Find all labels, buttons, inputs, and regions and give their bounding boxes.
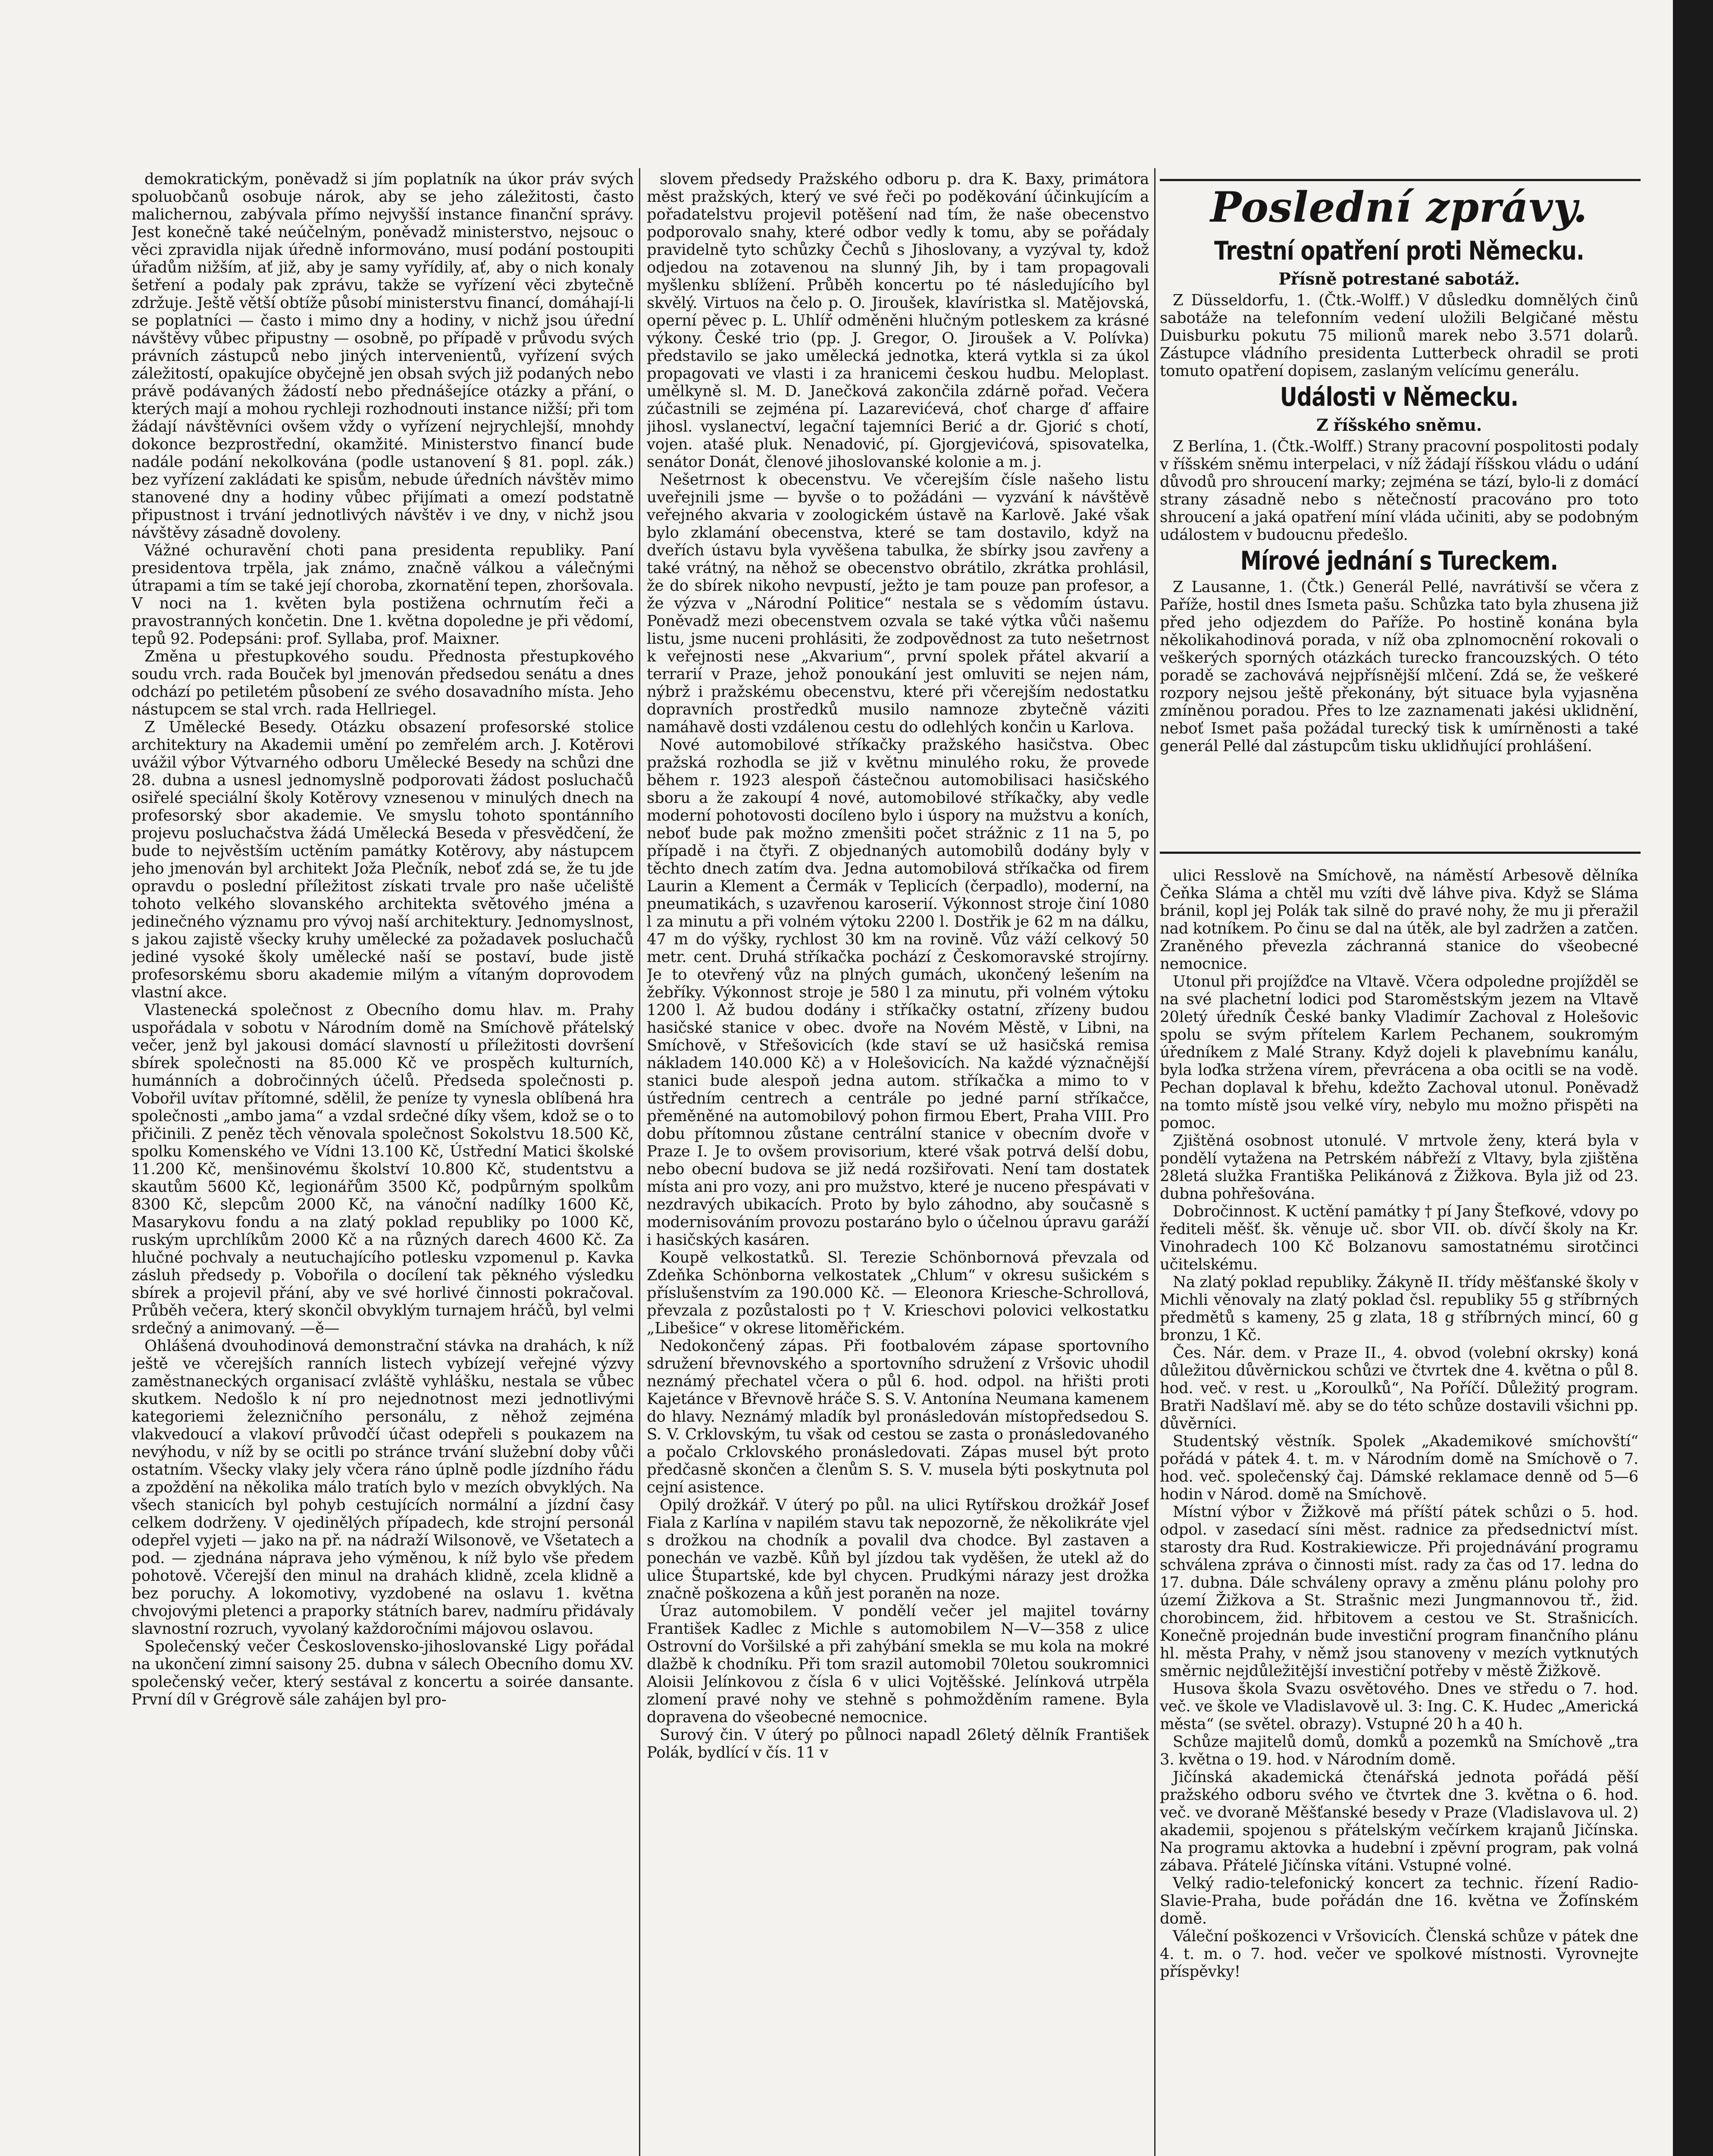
article-radio-concert: Velký radio-telefonický koncert za technic. řízení Radio-Slavie-Praha, bude pořádán dne 16. května ve Žofínském domě. [1160,1874,1638,1927]
article-hus-school: Husova škola Svazu osvětového. Dnes ve středu o 7. hod. več. ve škole ve Vladislavově ul. 3: Ing. C. K. Hudec „Americká města“ (se světel. obrazy). Vstupné 20 h a 40 h. [1160,1680,1638,1733]
article-estate-purchase: Koupě velkostatků. Sl. Terezie Schönbornová převzala od Zdeňka Schönborna velkostatek „Chlum“ v okresu sušickém s příslušenstvím za 190.000 Kč. — Eleonora Kriesche-Schrollová, převzala z pozůstalosti po † V. Krieschovi polovici velkostatku „Libešice“ v okrese litoměřickém. [647,1249,1149,1337]
article-drunk-coachman: Opilý drožkář. V úterý po půl. na ulici Rytířskou drožkář Josef Fiala z Karlína v napilém stavu tak nepozorně, že několikráte vjel s drožkou na chodník a povalil dva chodce. Byl zastaven a ponechán ve vazbě. Kůň byl jízdou tak vyděšen, že utekl až do ulice Štupartské, kde byl chycen. Prudkými nárazy jest drožka značně poškozena a kůň jest poraněn na noze. [647,1496,1149,1602]
column-divider-2 [1154,168,1156,2156]
article-ligy-evening: Společenský večer Československo-jihoslovanské Ligy pořádal na ukončení zimní saisony 25. dubna v sálech Obecního domu XV. společenský večer, který sestával z koncertu a soirée dansante. První díl v Grégrově sále zahájen byl pro- [132,1638,634,1708]
latest-news-box [1160,181,1638,845]
latest-news-bottom-rule [1160,852,1641,854]
subheadline-sabotage: Přísně potrestané sabotáž. [1278,269,1520,288]
article-president-wife: Vážné ochuravění choti pana presidenta republiky. Paní presidentova trpěla, jak známo, značně válkou a válečnými útrapami a tím se také její choroba, zkornatění tepen, zhoršovala. V noci na 1. květen byla postižena ochrnutím řeči a pravostranných končetin. Dne 1. května dopoledne je při vědomí, tepů 92. Podepsáni: prof. Syllaba, prof. Maixner. [132,542,634,648]
article-umelecka-beseda: Z Umělecké Besedy. Otázku obsazení profesorské stolice architektury na Akademii umění po zemřelém arch. J. Kotěrovi uvážil výbor Výtvarného odboru Umělecké Besedy na schůzi dne 28. dubna a usnesl jednomyslně podporovati žádost posluchačů osiřelé speciální školy Kotěrovy vznesenou v minulých dnech na profesorský sbor akademie. Ve smyslu tohoto spontánního projevu posluchačstva žádá Umělecká Beseda v přesvědčení, že bude to nejvěstším uctěním památky Kotěrovy, aby nástupcem jeho jmenován byl architekt Joža Plečník, neboť zdá se, že tu jde opravdu o poslední příležitost získati trvale pro naše učeliště tohoto velkého slovanského architekta světového jména a jedinečného významu pro vývoj naší architektury. Jednomyslnost, s jakou zajistě všecky kruhy umělecké za požadavek posluchačů jediné vysoké školy umělecké naší se postaví, bude jistě profesorskému sboru akademie milým a vítaným doprovodem vlastní akce. [132,718,634,1001]
article-akvarium: Nešetrnost k obecenstvu. Ve včerejším čísle našeho listu uveřejnili jsme — byvše o to požádáni — vyzvání k návštěvě veřejného akvaria v zoologickém ústavě na Karlově. Jaké však bylo zklamání obecenstva, které se tam dostavilo, když na dveřích ústavu byla vyvěšena tabulka, že sbírky jsou zavřeny a také vrátný, na něhož se obecenstvo obrátilo, zkrátka prohlásil, že do sbírek nikoho nevpustí, ježto je tam pouze pan profesor, a že výzva v „Národní Politice“ nestala se s vědomím ústavu. Poněvadž mezi obecenstvem ozvala se také výtka vůči našemu listu, jsme nuceni prohlásiti, že zodpovědnost za tuto nešetrnost k veřejnosti nese „Akvarium“, první spolek přátel akvarií a terrarií v Praze, jehož ponoukání jest omluviti se nejen nám, nýbrž i pražskému obecenstvu, které při včerejším nedostatku dopravních prostředků musilo namnoze zbytečně váziti namáhavě dosti vzdálenou cestu do odlehlých končin u Karlova. [647,471,1149,736]
article-zizkov-committee: Místní výbor v Žižkově má příští pátek schůzi o 5. hod. odpol. v zasedací síni měst. radnice za předsednictví míst. starosty dra Rud. Kostrakiewicze. Při projednávání programu schválena zpráva o činnosti míst. rady za čas od 17. ledna do 17. dubna. Dále schváleny opravy a změnu plánu polohy pro území Žižkova a St. Strašnic mezi Jungmannovou tř., žid. chorobincem, žid. hřbitovem a cestou ve St. Strašnicích. Konečně projednán bude investiční program finančního plánu hl. města Prahy, v němž jsou stanoveny v mezích vytknutých směrnic nejdůležitější investiční potřeby v městě Žižkově. [1160,1503,1638,1680]
article-railway-strike: Ohlášená dvouhodinová demonstrační stávka na drahách, k níž ještě ve včerejších ranních listech vybízejí veřejné výzvy zaměstnaneckých organisací zvláště vyhlášku, nestala se vůbec skutkem. Nedošlo k ní pro nejednotnost mezi jednotlivými kategoriemi železničního personálu, z něhož zejména vlakvedoucí a vlakoví průvodčí účast odepřeli s poukazem na nevýhodu, v níž by se ocitli po stránce trvání služební doby vůči ostatním. Všecky vlaky jely včera ráno úplně podle jízdního řádu a zpoždění na několika málo tratích bylo v mezích obvyklých. Na všech stanicích byl pohyb cestujících normální a jízdní časy celkem dodrženy. V ojedinělých případech, kde strojní personál odepřel vyjeti — jako na př. na nádraží Wilsonově, ve Všetatech a pod. — zjednána náprava jeho výměnou, k níž bylo vše předem pohotově. Včerejší den minul na drahách klidně, zcela klidně a bez poruchy. A lokomotivy, vyzdobené na oslavu 1. května chvojovými pletenci a praporky státních barev, nadmíru přidávaly slavnostní rozruch, vyvolaný každoročními májovou oslavou. [132,1337,634,1638]
column-divider-1 [639,168,640,2156]
article-identified-body: Zjištěná osobnost utonulé. V mrtvole ženy, která byla v pondělí vytažena na Petrském nábřeží z Vltavy, byla zjištěna 28letá služka Františka Pelikánová z Žižkova. Byla již od 23. dubna pohřešována. [1160,1132,1638,1203]
headline-turkey-negotiations: Mírové jednání s Tureckem. [1240,546,1558,576]
latest-news-masthead: Poslední zprávy. [1210,183,1588,232]
article-ligy-continued: slovem předsedy Pražského odboru p. dra K. Baxy, primátora měst pražských, který ve své řeči po poděkování účinkujícím a pořadatelstvu projevil potěšení nad tím, že naše obecenstvo podporovalo snahy, které odbor vedly k tomu, aby se pořádaly pravidelně tyto schůzky Čechů s Jihoslovany, a vyzýval ty, kdož odjedou na zotavenou na slunný Jih, by i tam propagovali myšlenku sblížení. Průběh koncertu po té následujícího byl skvělý. Virtuos na čelo p. O. Jiroušek, klavíristka sl. Matějovská, operní pěvec p. L. Uhlíř odměněni hlučným potleskem za krásné výkony. České trio (pp. J. Gregor, O. Jiroušek a V. Polívka) představilo se jako umělecká jednotka, která vytkla si za úkol propagovati ve vlasti i za hranicemi českou hudbu. Meloplast. umělkyně sl. M. D. Janečková zakončila zdárně pořad. Večera zúčastnili se zejména pí. Lazarevićevá, choť charge ď affaire jihosl. vyslanectví, legační tajemníci Berić a dr. Gjorić s chotí, vojen. atašé pluk. Nenadović, pí. Gjorgjevićová, spisovatelka, senátor Donát, členové jihoslovanské kolonie a m. j. [647,170,1149,471]
column-2 [647,170,1149,2156]
article-violent-act: Surový čin. V úterý po půlnoci napadl 26letý dělník František Polák, bydlící v čís. 11 v [647,1726,1149,1761]
article-vlastenecka-spolecnost: Vlastenecká společnost z Obecního domu hlav. m. Prahy uspořádala v sobotu v Národním domě na Smíchově přátelský večer, jenž byl jakousi domácí slavností u příležitosti dovršení sbírek společnosti na 85.000 Kč ve prospěch kulturních, humánních a dobročinných účelů. Předseda společnosti p. Vobořil uvítav přítomné, sdělil, že peníze ty vynesla oblíbená hra společnosti „ambo jama“ a vzdal srdečné díky všem, kdož se o to přičinili. Z peněz těch věnovala společnost Sokolstvu 18.500 Kč, spolku Komenského ve Vídni 13.100 Kč, Ústřední Matici školské 11.200 Kč, menšinovému školství 10.800 Kč, studentstvu a skautům 5600 Kč, legionářům 3500 Kč, podpůrným spolkům 8300 Kč, slepcům 2000 Kč, na vánoční nadílky 1600 Kč, Masarykovu fondu a na zlatý poklad republiky po 1000 Kč, ruským uprchlíkům 2000 Kč a na různých darech 4600 Kč. Za hlučné pochvaly a neutuchajícího potlesku vzpomenul p. Kavka zásluh předsedy p. Vobořila o docílení tak pěkného výsledku sbírek a projevil přání, aby ve své horlivé činnosti pokračoval. Průběh večera, který skončil obvyklým turnajem hráčů, byl velmi srdečný a animovaný. —ě— [132,1001,634,1337]
article-court-change: Změna u přestupkového soudu. Přednosta přestupkového soudu vrch. rada Bouček byl jmenován předsedou senátu a dnes odchází po petiletém působení ze svého dosavadního místa. Jeho nástupcem se stal vrch. rada Hellriegel. [132,648,634,718]
article-charity: Dobročinnost. K uctění památky † pí Jany Štefkové, vdovy po řediteli měšť. šk. věnuje uč. sbor VII. ob. dívčí školy na Kr. Vinohradech 100 Kč Bolzanovu samostatnému sirotčinci učitelskému. [1160,1203,1638,1273]
article-reichstag-interpellation: Z Berlína, 1. (Čtk.-Wolff.) Strany pracovní pospolitosti podaly v říšském sněmu interpelaci, v níž žádají říšskou vládu o udání důvodů pro shroucení marky; zejména se tází, bylo-li z domácí strany zásadně nebo s nětečností pracováno pro toto shroucení a jaká opatření míní vláda učiniti, aby se podobným událostem v budoucnu předešlo. [1160,438,1638,544]
article-car-accident: Úraz automobilem. V pondělí večer jel majitel továrny František Kadlec z Michle s automobilem N—V—358 z ulice Ostrovní do Voršilské a při zahýbání smekla se mu kola na mokré dlažbě k chodníku. Při tom srazil automobil 70letou soukromnici Aloisii Jelínkovou z čísla 6 v ulici Vojtěšské. Jelínková utrpěla zlomení pravé nohy ve stehně s pohmožděním ramene. Byla dopravena do všeobecné nemocnice. [647,1602,1149,1726]
headline-events-germany: Události v Německu. [1280,382,1519,412]
article-fire-engines: Nové automobilové stříkačky pražského hasičstva. Obec pražská rozhodla se již v květnu minulého roku, že provede během r. 1923 alespoň částečnou automobilisaci hasičského sboru a že zakoupí 4 nové, automobilové stříkačky, aby vedle moderní pohotovosti docíleno bylo i úspory na mužstvu a koních, neboť bude pak možno zmenšiti počet strážnic z 11 na 5, po případě i na čtyři. Z objednaných automobilů dodány byly v těchto dnech zatím dva. Jedna automobilová stříkačka od firem Laurin a Klement a Čermák v Teplicích (čerpadlo), moderní, na pneumatikách, s uzavřenou karoserií. Výkonnost stroje činí 1080 l za minutu a při volném výtoku 2200 l. Dostřik je 62 m na dálku, 47 m do výšky, rychlost 30 km na rovině. Vůz váží celkový 50 metr. cent. Druhá stříkačka pochází z Českomoravské strojírny. Je to otevřený vůz na plných gumách, ukončený lešením na žebříky. Výkonnost stroje je 580 l za minutu, při volném výtoku 1200 l. Až budou dodány i stříkačky ostatní, zřízeny budou hasičské stanice v obec. dvoře na Novém Městě, v Libni, na Smíchově, v Střešovicích (kde staví se už hasičská remisa nákladem 140.000 Kč) a v Holešovicích. Na každé význačnější stanici bude alespoň jedna autom. stříkačka a mimo to v ústředním centrech a centrále po jedné parní stříkačce, přeměněné na automobilový pohon firmou Ebert, Praha VIII. Pro dobu přítomnou zůstane centrální stanice v obecním dvoře v Praze I. Je to ovšem provisorium, které však potrvá delší dobu, nebo obecní budova se již nedá rozšiřovati. Není tam dostatek místa ani pro vozy, ani pro mužstvo, které je nuceno přespávati v nezdravých ubikacích. Proto by bylo záhodno, aby současně s modernisováním provozu postaráno bylo o účelnou úpravu garáží i hasičských kasáren. [647,736,1149,1249]
article-drowning-vltava: Utonul při projížďce na Vltavě. Včera odpoledne projížděl se na své plachetní lodici pod Staroměstským jezem na Vltavě 20letý úředník České banky Vladimír Zachoval z Holešovic spolu se svým přítelem Karlem Pechanem, soukromým úředníkem z Malé Strany. Když dojeli k plavebnímu kanálu, byla loďka stržena vírem, převrácena a oba ocitli se na vodě. Pechan doplaval k břehu, kdežto Zachoval utonul. Poněvadž na tomto místě jsou velké víry, nebylo mu možno přispěti na pomoc. [1160,973,1638,1132]
scan-edge-right [1673,0,1713,2156]
article-ministry-finance: demokratickým, poněvadž si jím poplatník na úkor práv svých spoluobčanů osobuje nárok, aby se jeho záležitosti, často malichernou, zabývala přímo nejvyšší instance finanční správy. Jest konečně také neúčelným, poněvadž ministerstvo, nejsouc o věci zpravidla nijak úředně informováno, musí podání postoupiti úřadům nižším, ať již, aby je samy vyřídily, ať, aby o nich konaly šetření a podaly pak zprávu, takže se vyřízení věci zbytečně zdržuje. Ještě větší obtíže působí ministerstvu financí, domáhají-li se poplatníci — často i mimo dny a hodiny, v nichž jsou úřední návštěvy vůbec připustny — osobně, po případě v průvodu svých právních zástupců nebo jiných intervenientů, vyřízení svých záležitostí, opakujíce obyčejně jen obsah svých již podaných nebo právě podávaných žádostí nebo přednášejíce otázky a přání, o kterých mají a mohou rychleji rozhodnouti instance nižší; při tom žádají návštěvníci ovšem vždy o vyřízení nejrychlejší, mnohdy dokonce bezprostřední, okamžité. Ministerstvo financí bude nadále podání nekolkována (podle ustanovení § 81. popl. zák.) bez vyřízení zakládati ke spisům, nebude úředních návštěv mimo stanovené dny a hodiny vůbec přijímati a omezí podstatně připustnost i trvání jednotlivých návštěv i ve dny, v nichž jsou návštěvy zásadně dovoleny. [132,170,634,542]
headline-germany-measures: Trestní opatření proti Německu. [1214,236,1584,266]
column-1 [132,170,634,2156]
article-duisburg-fine: Z Düsseldorfu, 1. (Čtk.-Wolff.) V důsledku domnělých činů sabotáže na telefonním vedení uložili Belgičané městu Duisburku pokutu 75 milionů marek nebo 3.571 dolarů. Zástupce vládního presidenta Lutterbeck ohradil se proti tomuto opatření dopisem, zaslaným velícímu generálu. [1160,291,1638,380]
article-golden-treasure: Na zlatý poklad republiky. Žákyně II. třídy měšťanské školy v Michli věnovaly na zlatý poklad čsl. republiky 55 g stříbrných předmětů s kameny, 25 g zlata, 18 g stříbrných mincí, 60 g bronzu, 1 Kč. [1160,1273,1638,1344]
column-3 [1160,867,1638,2156]
article-jicin-society: Jičínská akademická čtenářská jednota pořádá pěší pražského odboru svého ve čtvrtek dne 3. května o 6. hod. več. ve dvoraně Měšťanské besedy v Praze (Vladislavova ul. 2) akademii, spojenou s přátelským večírkem krajanů Jičínska. Na programu aktovka a hudební i zpěvní program, pak volná zábava. Přátelé Jičínska vítáni. Vstupné volné. [1160,1768,1638,1874]
article-student-news: Studentský věstník. Spolek „Akademikové smíchovští“ pořádá v pátek 4. t. m. v Národním domě na Smíchově o 7. hod. več. společenský čaj. Dámské reklamace denně od 5—6 hodin v Národ. domě na Smíchově. [1160,1432,1638,1503]
article-football-match: Nedokončený zápas. Při footbalovém zápase sportovního sdružení břevnovského a sportovního sdružení z Vršovic uhodil neznámý přechatel včera o půl 6. hod. odpol. na hřišti proti Kajetánce v Břevnově hráče S. S. V. Antonína Neumana kamenem do hlavy. Neznámý mladík byl pronásledován místopředsedou S. S. V. Crklovským, tu však od cestou se zasta o pronásledovaného a počalo Crklovského pronásledovati. Zápas musel být proto předčasně skončen a členům S. S. V. musela býti poskytnuta pol cejní asistence. [647,1337,1149,1496]
article-lausanne: Z Lausanne, 1. (Čtk.) Generál Pellé, navrátivší se včera z Paříže, hostil dnes Ismeta pašu. Schůzka tato byla zhusena již před jeho odjezdem do Paříže. Po hostině konána byla několikahodinová porada, v níž oba zplnomocnění rokovali o veškerých sporných otázkách turecko francouzských. O této poradě se zachovává nejpřísnější mlčení. Zdá se, že veškeré rozpory nejsou ještě překonány, být situace byla vyjasněna zmíněnou poradou. Přes to lze zaznamenati jakési uklidnění, neboť Ismet paša požádal turecký tisk k umírněnosti a také generál Pellé dal zástupcům tisku uklidňující prohlášení. [1160,578,1638,755]
subheadline-reichstag: Z říšského sněmu. [1316,415,1482,435]
article-smichov-assault: ulici Resslově na Smíchově, na náměstí Arbesově dělníka Čeňka Sláma a chtěl mu vzíti dvě láhve piva. Když se Sláma bránil, kopl jej Polák tak silně do pravé nohy, že mu ji přeražil nad kotníkem. Po činu se dal na útěk, ale byl zadržen a zatčen. Zraněného převezla záchranná stanice do všeobecné nemocnice. [1160,867,1638,973]
article-house-owners: Schůze majitelů domů, domků a pozemků na Smíchově „tra 3. května o 19. hod. v Národním domě. [1160,1733,1638,1768]
article-war-invalids: Váleční poškozenci v Vršovicích. Členská schůze v pátek dne 4. t. m. o 7. hod. večer ve spolkové místnosti. Vyrovnejte příspěvky! [1160,1927,1638,1981]
article-national-democrats: Čes. Nár. dem. v Praze II., 4. obvod (volební okrsky) koná důležitou důvěrnickou schůzi ve čtvrtek dne 4. května o půl 8. hod. več. v rest. u „Koroulků“, Na Poříčí. Důležitý program. Bratři Nadšlaví mě. aby se do této schůze dostavili všichni pp. důvěrníci. [1160,1344,1638,1432]
